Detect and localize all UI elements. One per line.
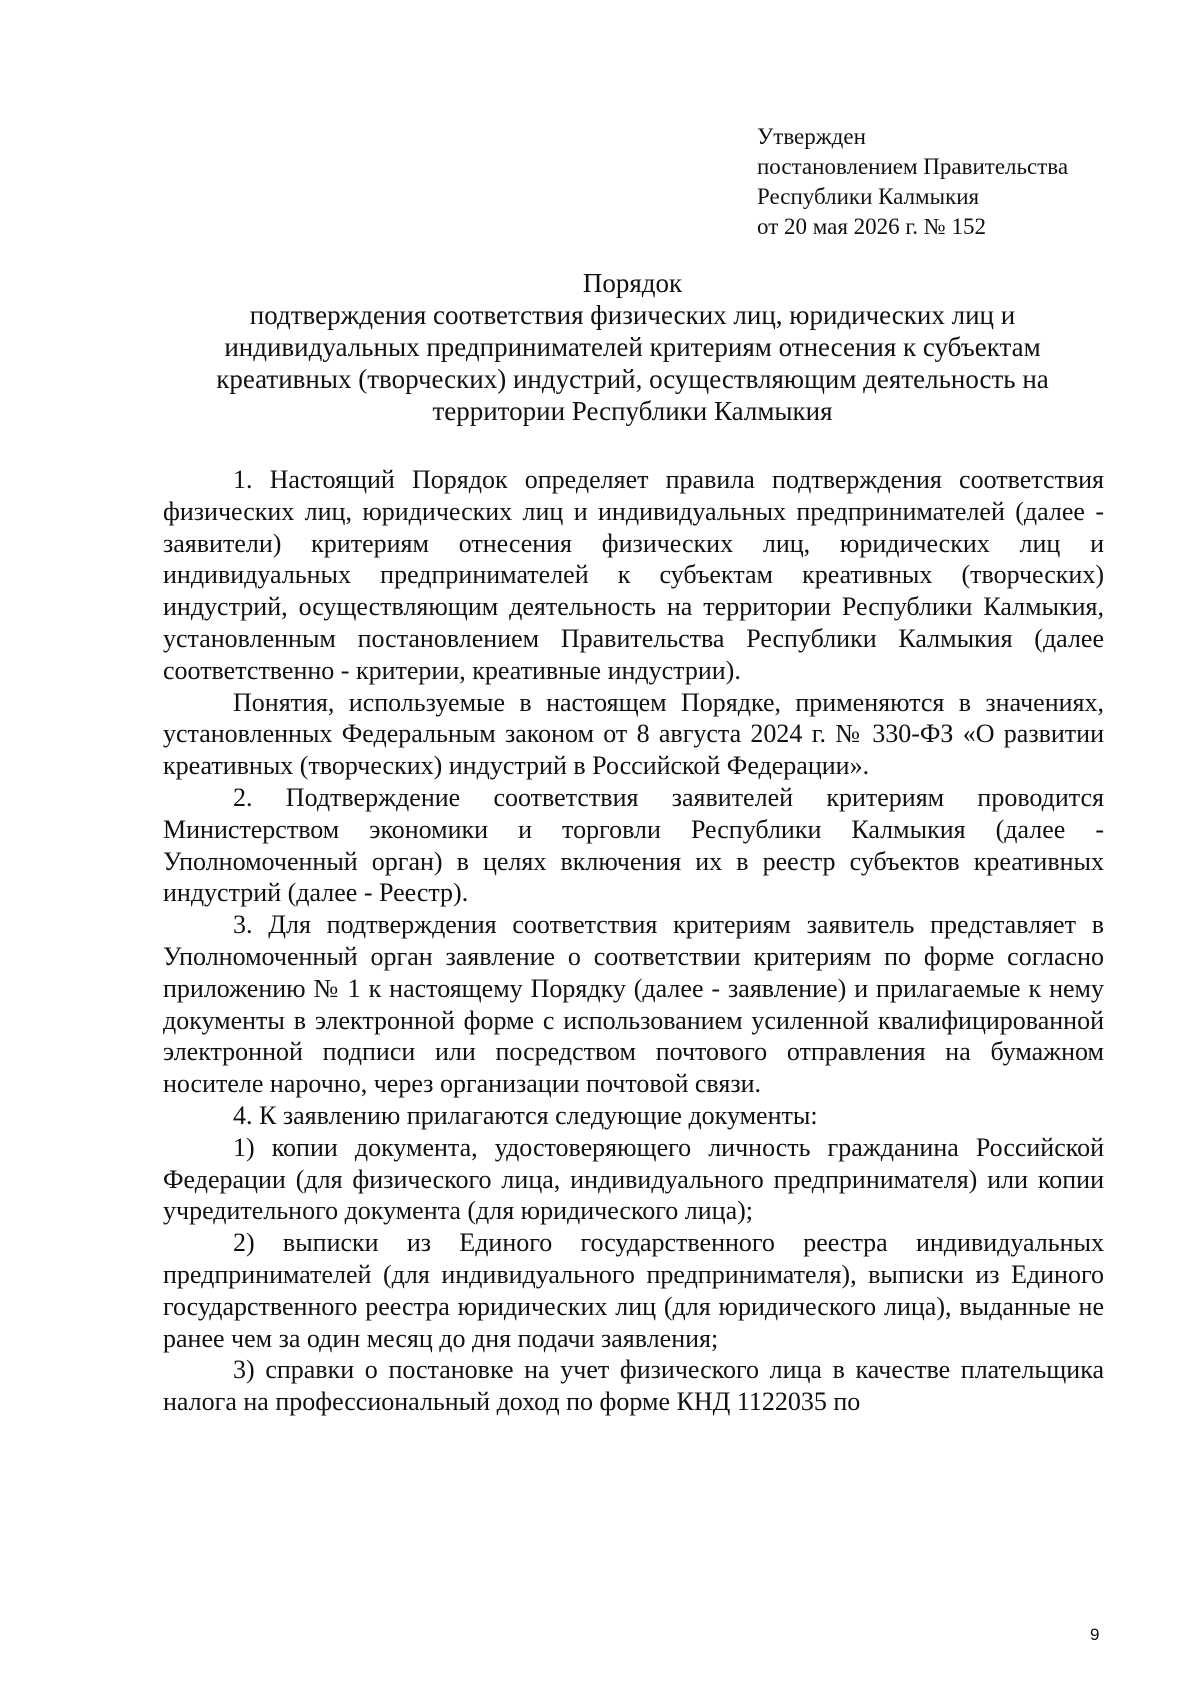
paragraph-4: 4. К заявлению прилагаются следующие документы: [233, 1100, 818, 1130]
list-item-1: 1) копии документа, удостоверяющего личность гражданина Российской Федерации (для физического лица, индивидуального предпринимателя) или копии учредительного документа (для юридического лица); [163, 1132, 1104, 1226]
document-title [160, 267, 1105, 427]
paragraph-1: 1. Настоящий Порядок определяет правила подтверждения соответствия физических лиц, юридических лиц и индивидуальных предпринимателей (далее - заявители) критериям отнесения физических лиц, юридических лиц и индивидуальных предпринимателей к субъектам креативных (творческих) индустрий, осуществляющим деятельность на территории Республики Калмыкия, установленным постановлением Правительства Республики Калмыкия (далее соответственно - критерии, креативные индустрии). [163, 465, 1104, 685]
title-heading: Порядок [582, 268, 683, 298]
document-body [163, 464, 1104, 1418]
approval-line-republic: Республики Калмыкия [757, 184, 980, 209]
approval-line-approved: Утвержден [757, 124, 866, 149]
paragraph-2: 2. Подтверждение соответствия заявителей критериям проводится Министерством экономики и торговли Республики Калмыкия (далее - Уполномоченный орган) в целях включения их в реестр субъектов креативных индустрий (далее - Реестр). [163, 782, 1104, 908]
title-subtitle: подтверждения соответствия физических лиц, юридических лиц и индивидуальных предпринимателей критериям отнесения к субъектам креативных (творческих) индустрий, осуществляющим деятельность на территории Республики Калмыкия [216, 300, 1049, 426]
page-number: 9 [1090, 1625, 1100, 1644]
approval-line-date-number: от 20 мая 2026 г. № 152 [757, 214, 986, 239]
approval-stamp [757, 122, 1157, 242]
list-item-3: 3) справки о постановке на учет физического лица в качестве плательщика налога на профессиональный доход по форме КНД 1122035 по [163, 1355, 1104, 1417]
paragraph-concepts: Понятия, используемые в настоящем Порядке, применяются в значениях, установленных Федеральным законом от 8 августа 2024 г. № 330-ФЗ «О развитии креативных (творческих) индустрий в Российской Федерации». [163, 687, 1104, 781]
approval-line-decree: постановлением Правительства [757, 154, 1069, 179]
list-item-2: 2) выписки из Единого государственного реестра индивидуальных предпринимателей (для индивидуального предпринимателя), выписки из Единого государственного реестра юридических лиц (для юридического лица), выданные не ранее чем за один месяц до дня подачи заявления; [163, 1228, 1104, 1353]
paragraph-3: 3. Для подтверждения соответствия критериям заявитель представляет в Уполномоченный орган заявление о соответствии критериям по форме согласно приложению № 1 к настоящему Порядку (далее - заявление) и прилагаемые к нему документы в электронной форме с использованием усиленной квалифицированной электронной подписи или посредством почтового отправления на бумажном носителе нарочно, через организации почтовой связи. [163, 910, 1104, 1099]
